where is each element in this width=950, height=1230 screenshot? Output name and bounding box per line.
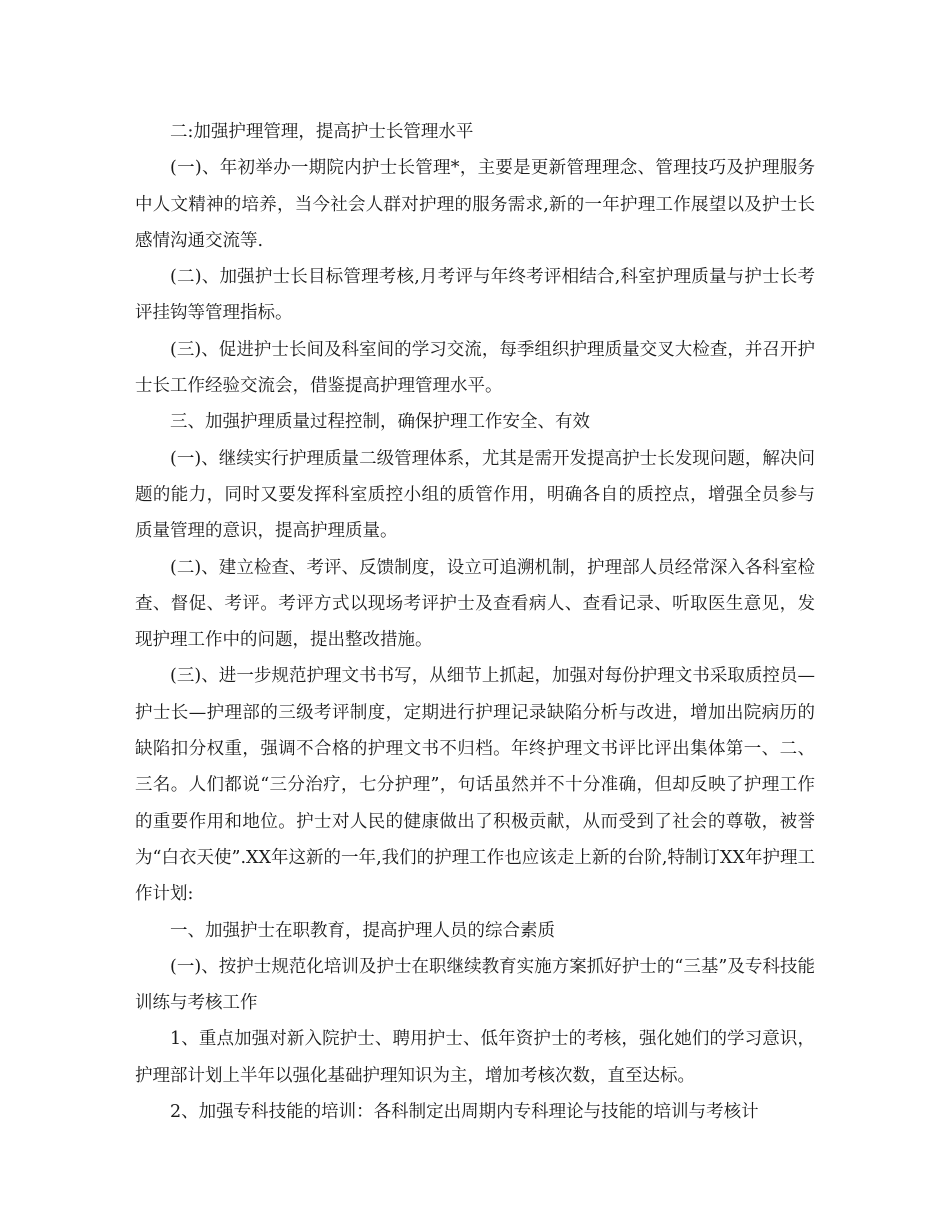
- paragraph: (一)、按护士规范化培训及护士在职继续教育实施方案抓好护士的“三基”及专科技能训练与考核工作: [135, 956, 815, 1014]
- paragraph: 2、加强专科技能的培训：各科制定出周期内专科理论与技能的培训与考核计: [170, 1102, 759, 1123]
- document-body: [135, 114, 815, 1130]
- paragraph: (二)、加强护士长目标管理考核,月考评与年终考评相结合,科室护理质量与护士长考评挂钩等管理指标。: [135, 267, 815, 324]
- section-heading-1: 一、加强护士在职教育，提高护理人员的综合素质: [170, 920, 555, 941]
- paragraph: 1、重点加强对新入院护士、聘用护士、低年资护士的考核，强化她们的学习意识，护理部计划上半年以强化基础护理知识为主，增加考核次数，直至达标。: [135, 1029, 815, 1086]
- paragraph: (一)、继续实行护理质量二级管理体系，尤其是需开发提高护士长发现问题，解决问题的能力，同时又要发挥科室质控小组的质管作用，明确各自的质控点，增强全员参与质量管理的意识，提高护理质量。: [135, 448, 815, 542]
- section-heading-2: 二:加强护理管理，提高护士长管理水平: [170, 122, 474, 142]
- paragraph: (三)、促进护士长间及科室间的学习交流，每季组织护理质量交叉大检查，并召开护士长工作经验交流会，借鉴提高护理管理水平。: [135, 339, 815, 397]
- paragraph: (二)、建立检查、考评、反馈制度，设立可追溯机制，护理部人员经常深入各科室检查、督促、考评。考评方式以现场考评护士及查看病人、查看记录、听取医生意见，发现护理工作中的问题，提出整改措施。: [135, 557, 815, 651]
- paragraph: (一)、年初举办一期院内护士长管理*，主要是更新管理理念、管理技巧及护理服务中人文精神的培养，当今社会人群对护理的服务需求,新的一年护理工作展望以及护士长感情沟通交流等.: [135, 158, 815, 251]
- paragraph: (三)、进一步规范护理文书书写，从细节上抓起，加强对每份护理文书采取质控员—护士长—护理部的三级考评制度，定期进行护理记录缺陷分析与改进，增加出院病历的缺陷扣分权重，强调不合格的护理文书不归档。年终护理文书评比评出集体第一、二、三名。人们都说“三分治疗，七分护理”，句话虽然并不十分准确，但却反映了护理工作的重要作用和地位。护士对人民的健康做出了积极贡献，从而受到了社会的尊敬，被誉为“白衣天使”.XX年这新的一年,我们的护理工作也应该走上新的台阶,特制订XX年护理工作计划:: [135, 666, 815, 905]
- section-heading-3: 三、加强护理质量过程控制，确保护理工作安全、有效: [170, 412, 590, 433]
